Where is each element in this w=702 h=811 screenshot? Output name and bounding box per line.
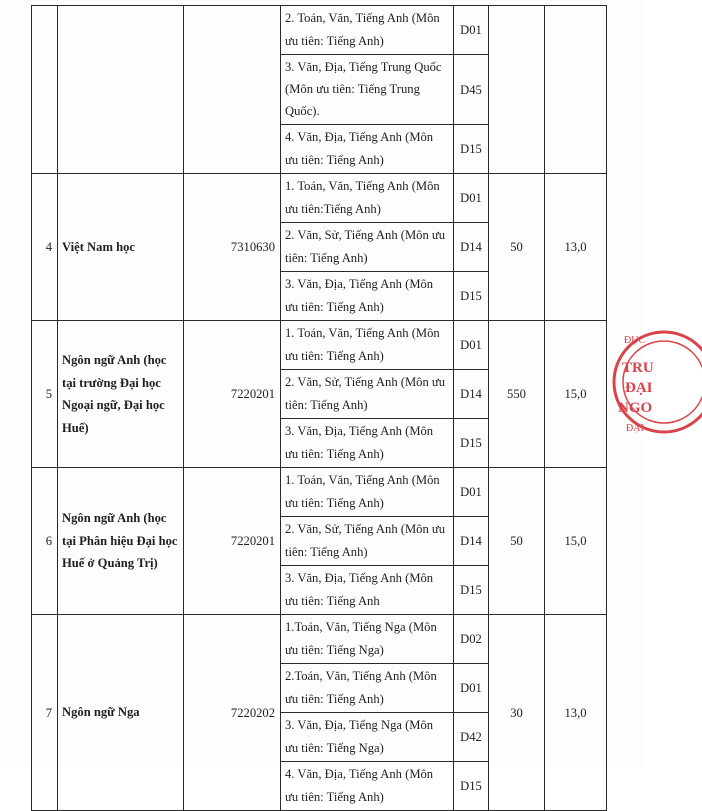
combo-text: 1.Toán, Văn, Tiếng Nga (Môn ưu tiên: Tiếng Nga) <box>281 615 454 664</box>
combo-text: 3. Văn, Địa, Tiếng Anh (Môn ưu tiên: Tiếng Anh) <box>281 272 454 321</box>
row-number <box>32 6 58 174</box>
combo-text: 2. Văn, Sử, Tiếng Anh (Môn ưu tiên: Tiếng Anh) <box>281 517 454 566</box>
combo-text: 4. Văn, Địa, Tiếng Anh (Môn ưu tiên: Tiếng Anh) <box>281 125 454 174</box>
official-stamp <box>612 327 702 437</box>
combo-text: 2.Toán, Văn, Tiếng Anh (Môn ưu tiên: Tiếng Anh) <box>281 664 454 713</box>
admission-table <box>31 5 607 811</box>
row-number: 5 <box>32 321 58 468</box>
major-code: 7220201 <box>184 468 281 615</box>
combo-text: 1. Toán, Văn, Tiếng Anh (Môn ưu tiên: Tiếng Anh) <box>281 321 454 370</box>
major-name: Ngôn ngữ Anh (học tại Phân hiệu Đại học Huế ở Quảng Trị) <box>58 468 184 615</box>
min-score <box>545 6 607 174</box>
stamp-line-1: TRU <box>622 360 654 376</box>
quota: 30 <box>489 615 545 811</box>
combo-code: D02 <box>454 615 489 664</box>
min-score: 13,0 <box>545 615 607 811</box>
combo-text: 2. Văn, Sử, Tiếng Anh (Môn ưu tiên: Tiếng Anh) <box>281 370 454 419</box>
combo-code: D45 <box>454 55 489 125</box>
major-name: Ngôn ngữ Anh (học tại trường Đại học Ngoại ngữ, Đại học Huế) <box>58 321 184 468</box>
combo-code: D14 <box>454 517 489 566</box>
combo-text: 1. Toán, Văn, Tiếng Anh (Môn ưu tiên:Tiếng Anh) <box>281 174 454 223</box>
combo-text: 3. Văn, Địa, Tiếng Anh (Môn ưu tiên: Tiếng Anh <box>281 566 454 615</box>
major-code <box>184 6 281 174</box>
combo-code: D14 <box>454 223 489 272</box>
combo-text: 3. Văn, Địa, Tiếng Trung Quốc (Môn ưu tiên: Tiếng Trung Quốc). <box>281 55 454 125</box>
major-name: Ngôn ngữ Nga <box>58 615 184 811</box>
major-code: 7220202 <box>184 615 281 811</box>
row-number: 4 <box>32 174 58 321</box>
combo-text: 1. Toán, Văn, Tiếng Anh (Môn ưu tiên: Tiếng Anh) <box>281 468 454 517</box>
stamp-line-2: ĐẠI <box>625 380 653 396</box>
stamp-bottom-text: ĐẠI <box>626 423 644 434</box>
min-score: 15,0 <box>545 468 607 615</box>
table-row <box>32 615 607 664</box>
major-code: 7220201 <box>184 321 281 468</box>
quota: 50 <box>489 468 545 615</box>
combo-code: D15 <box>454 762 489 811</box>
combo-code: D01 <box>454 468 489 517</box>
combo-code: D01 <box>454 664 489 713</box>
combo-code: D01 <box>454 321 489 370</box>
row-number: 6 <box>32 468 58 615</box>
table-row <box>32 6 607 55</box>
combo-code: D15 <box>454 566 489 615</box>
major-name: Việt Nam học <box>58 174 184 321</box>
combo-code: D01 <box>454 174 489 223</box>
major-code: 7310630 <box>184 174 281 321</box>
table-row <box>32 468 607 517</box>
combo-code: D15 <box>454 272 489 321</box>
combo-code: D14 <box>454 370 489 419</box>
major-name <box>58 6 184 174</box>
combo-text: 4. Văn, Địa, Tiếng Anh (Môn ưu tiên: Tiếng Anh) <box>281 762 454 811</box>
quota <box>489 6 545 174</box>
combo-text: 3. Văn, Địa, Tiếng Nga (Môn ưu tiên: Tiếng Nga) <box>281 713 454 762</box>
table-row <box>32 321 607 370</box>
combo-code: D15 <box>454 419 489 468</box>
combo-code: D15 <box>454 125 489 174</box>
table-row <box>32 174 607 223</box>
min-score: 15,0 <box>545 321 607 468</box>
combo-text: 2. Toán, Văn, Tiếng Anh (Môn ưu tiên: Tiếng Anh) <box>281 6 454 55</box>
stamp-line-3: NGO <box>618 400 653 416</box>
combo-code: D42 <box>454 713 489 762</box>
quota: 550 <box>489 321 545 468</box>
stamp-ring-text: ĐỤC <box>624 335 646 346</box>
quota: 50 <box>489 174 545 321</box>
combo-code: D01 <box>454 6 489 55</box>
combo-text: 2. Văn, Sử, Tiếng Anh (Môn ưu tiên: Tiếng Anh) <box>281 223 454 272</box>
row-number: 7 <box>32 615 58 811</box>
combo-text: 3. Văn, Địa, Tiếng Anh (Môn ưu tiên: Tiếng Anh) <box>281 419 454 468</box>
min-score: 13,0 <box>545 174 607 321</box>
